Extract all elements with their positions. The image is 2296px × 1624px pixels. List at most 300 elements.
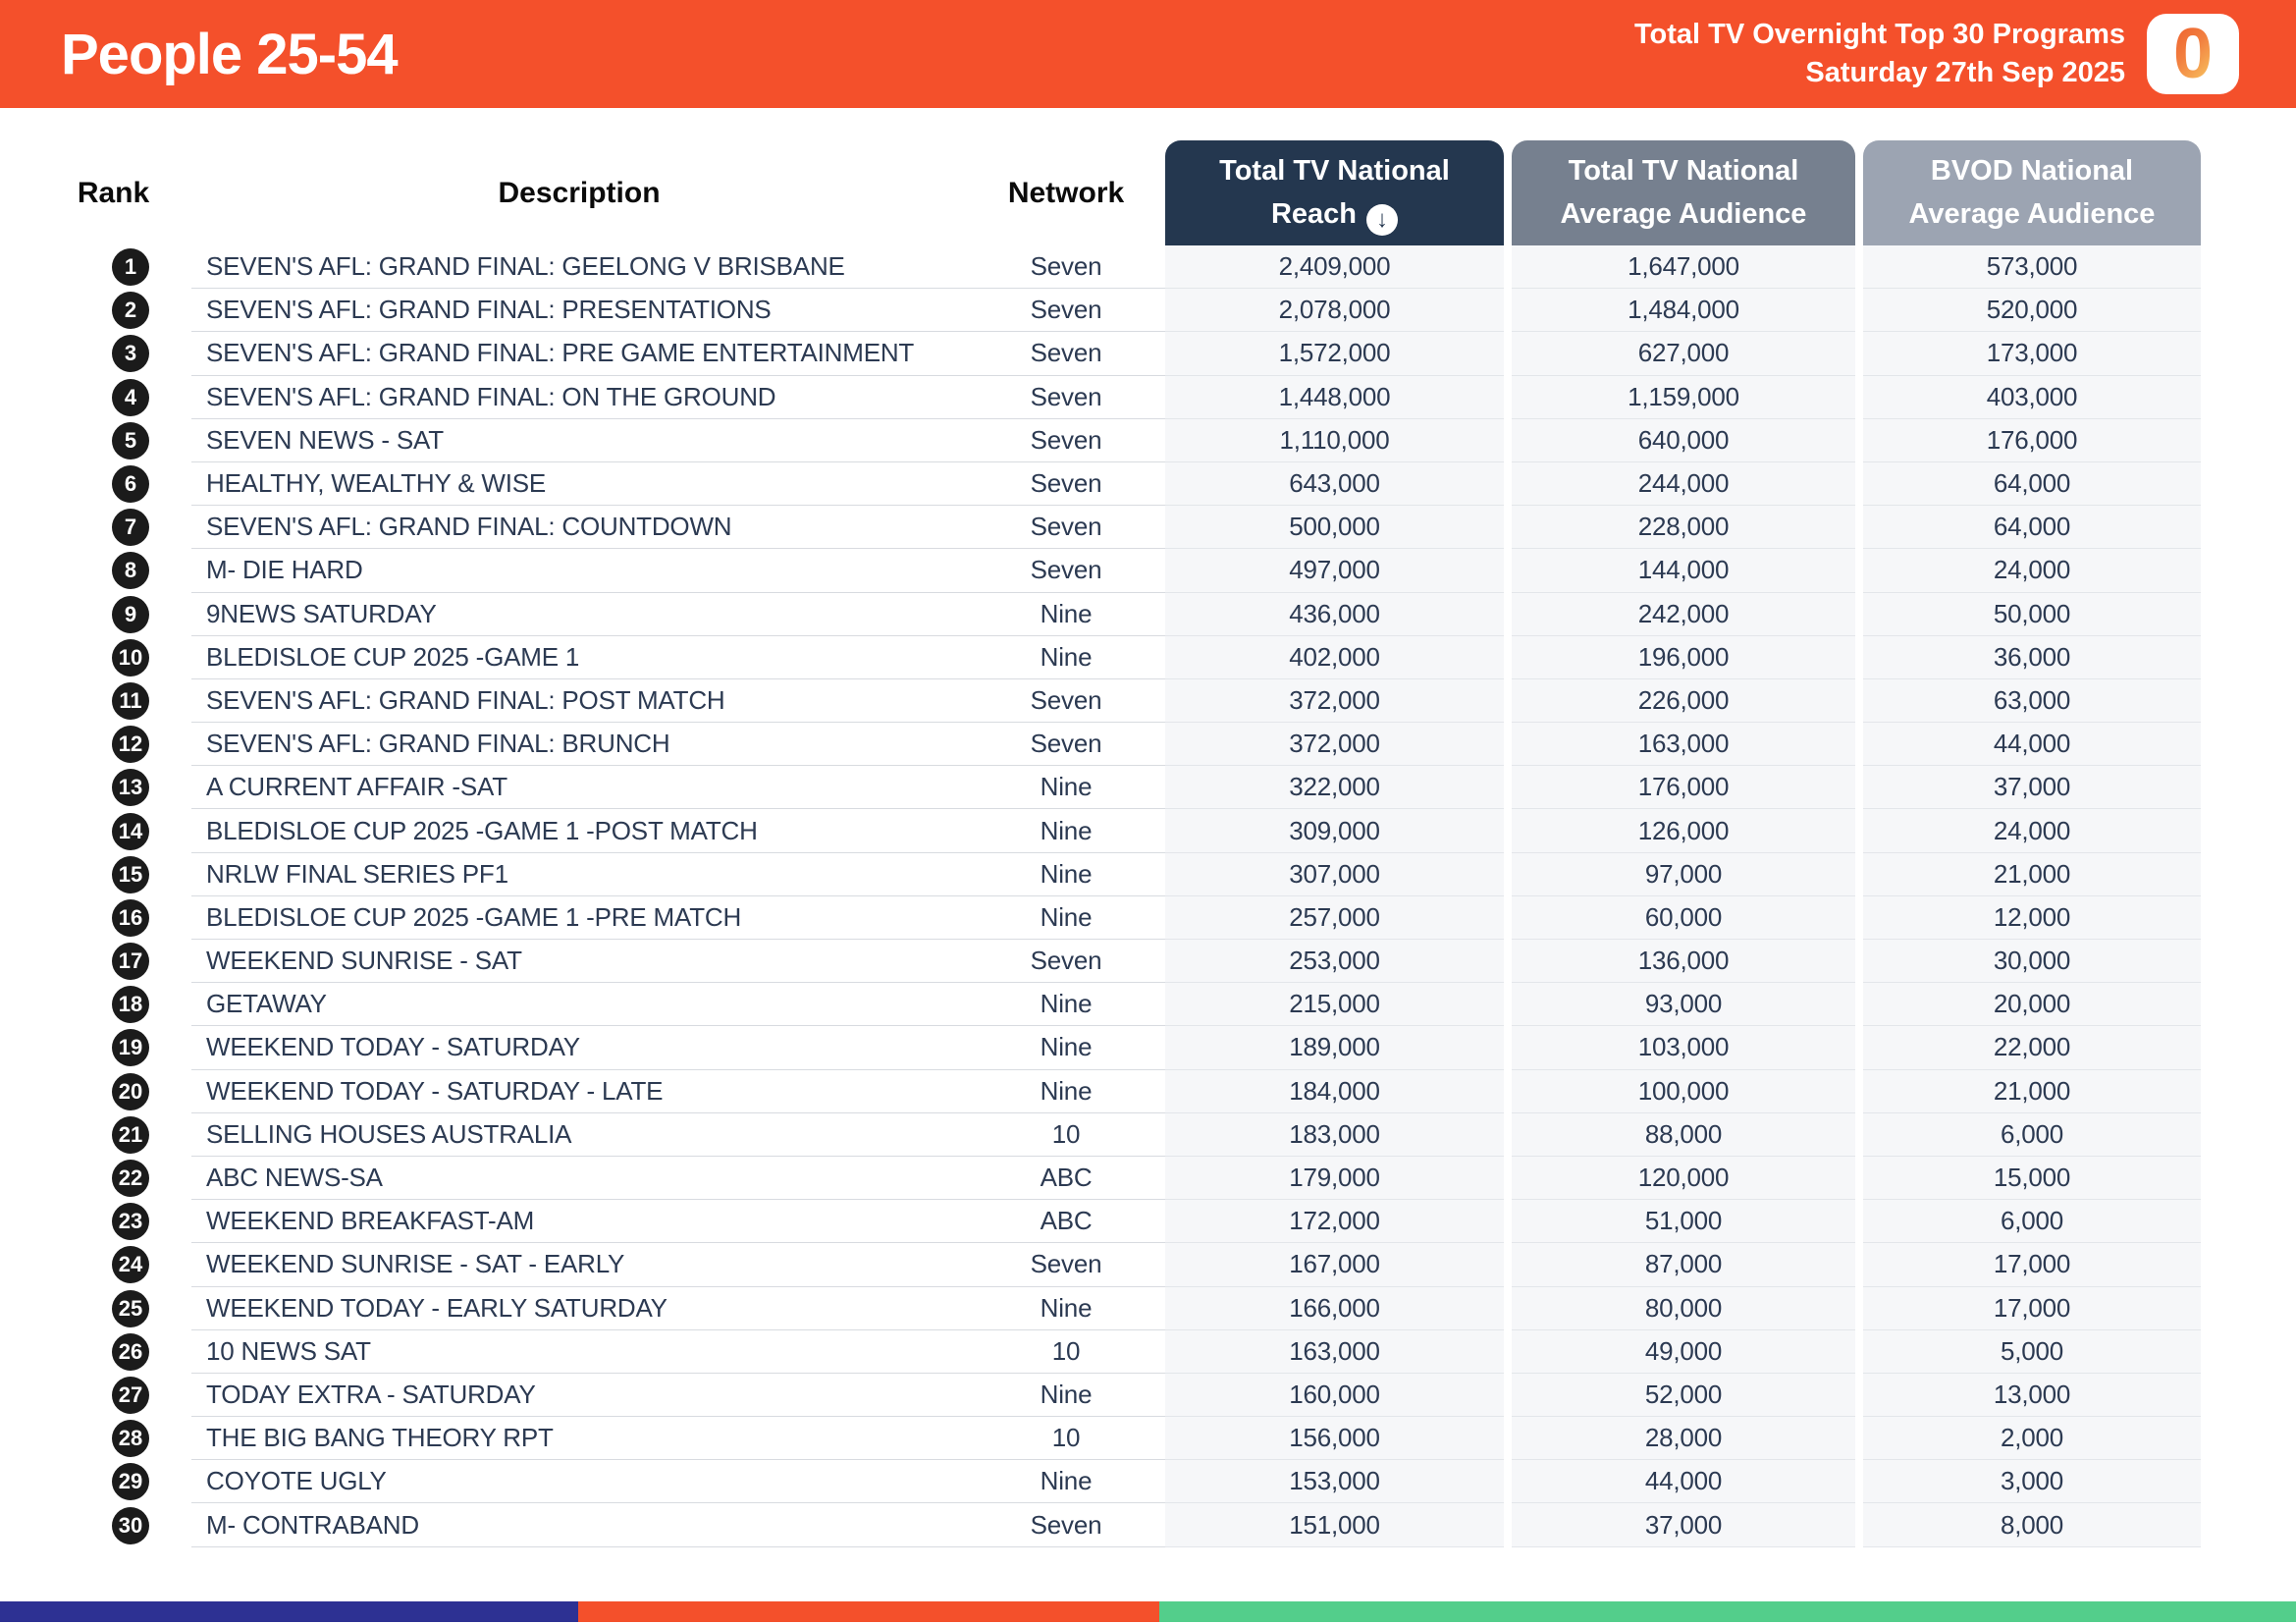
- program-network: Nine: [967, 1287, 1165, 1330]
- column-gap: [1855, 549, 1863, 592]
- program-description: SEVEN'S AFL: GRAND FINAL: GEELONG V BRISBANE: [191, 245, 967, 289]
- program-network: Seven: [967, 940, 1165, 983]
- program-description: NRLW FINAL SERIES PF1: [191, 853, 967, 896]
- total-tv-average-value: 51,000: [1512, 1200, 1855, 1243]
- rank-badge: [112, 1203, 149, 1240]
- rank-cell: [0, 1157, 191, 1200]
- rank-number: 27: [118, 1381, 143, 1407]
- rank-badge: [112, 596, 149, 633]
- total-tv-average-value: 126,000: [1512, 809, 1855, 852]
- bvod-average-value: 573,000: [1863, 245, 2201, 289]
- column-gap: [1855, 1243, 1863, 1286]
- total-tv-average-value: 87,000: [1512, 1243, 1855, 1286]
- rank-badge: [112, 1160, 149, 1197]
- total-tv-reach-value: 167,000: [1165, 1243, 1504, 1286]
- bvod-average-value: 20,000: [1863, 983, 2201, 1026]
- report-subtitle: [1634, 16, 2125, 92]
- column-gap: [1855, 1113, 1863, 1157]
- column-gap: [1855, 853, 1863, 896]
- program-network: Nine: [967, 766, 1165, 809]
- column-gap: [1855, 506, 1863, 549]
- rank-badge: [112, 379, 149, 416]
- column-header-description: Description: [498, 176, 661, 209]
- program-network: Seven: [967, 679, 1165, 723]
- program-description: SELLING HOUSES AUSTRALIA: [191, 1113, 967, 1157]
- column-gap: [1855, 636, 1863, 679]
- rank-cell: [0, 1417, 191, 1460]
- program-description: WEEKEND TODAY - SATURDAY: [191, 1026, 967, 1069]
- bvod-average-value: 30,000: [1863, 940, 2201, 983]
- total-tv-average-value: 228,000: [1512, 506, 1855, 549]
- column-gap: [1504, 1243, 1512, 1286]
- program-description: BLEDISLOE CUP 2025 -GAME 1: [191, 636, 967, 679]
- rank-number: 1: [124, 254, 137, 280]
- total-tv-average-value: 226,000: [1512, 679, 1855, 723]
- table-row: [0, 1070, 2296, 1113]
- table-row: [0, 289, 2296, 332]
- column-gap: [1504, 1417, 1512, 1460]
- footer-segment-green: [1159, 1601, 2296, 1622]
- bvod-average-value: 44,000: [1863, 723, 2201, 766]
- rank-cell: [0, 940, 191, 983]
- table-row: [0, 1287, 2296, 1330]
- table-header: [0, 140, 2296, 245]
- total-tv-average-value: 100,000: [1512, 1070, 1855, 1113]
- program-description: SEVEN'S AFL: GRAND FINAL: POST MATCH: [191, 679, 967, 723]
- rank-number: 30: [118, 1512, 143, 1538]
- total-tv-reach-value: 309,000: [1165, 809, 1504, 852]
- rank-badge: [112, 509, 149, 546]
- report-subtitle-line2: Saturday 27th Sep 2025: [1805, 57, 2125, 88]
- rank-number: 25: [118, 1295, 143, 1321]
- bvod-average-value: 2,000: [1863, 1417, 2201, 1460]
- program-description: SEVEN NEWS - SAT: [191, 419, 967, 462]
- rank-badge: [112, 1507, 149, 1544]
- rank-badge: [112, 986, 149, 1023]
- table-row: [0, 376, 2296, 419]
- column-gap: [1855, 462, 1863, 506]
- total-tv-reach-value: 2,078,000: [1165, 289, 1504, 332]
- program-network: Seven: [967, 1503, 1165, 1546]
- program-description: SEVEN'S AFL: GRAND FINAL: PRE GAME ENTERTAINMENT: [191, 332, 967, 375]
- table-row: [0, 896, 2296, 940]
- rank-badge: [112, 639, 149, 677]
- table-row: [0, 1417, 2296, 1460]
- rank-number: 18: [118, 992, 143, 1017]
- program-network: 10: [967, 1113, 1165, 1157]
- total-tv-average-value: 196,000: [1512, 636, 1855, 679]
- program-network: Seven: [967, 1243, 1165, 1286]
- rank-number: 5: [124, 427, 137, 453]
- total-tv-average-value: 244,000: [1512, 462, 1855, 506]
- bvod-average-value: 64,000: [1863, 506, 2201, 549]
- rank-cell: [0, 376, 191, 419]
- rank-cell: [0, 636, 191, 679]
- column-gap: [1504, 332, 1512, 375]
- rank-number: 19: [118, 1035, 143, 1060]
- rank-badge: [112, 335, 149, 372]
- total-tv-reach-value: 215,000: [1165, 983, 1504, 1026]
- rank-badge: [112, 1420, 149, 1457]
- total-tv-reach-value: 163,000: [1165, 1330, 1504, 1374]
- rank-cell: [0, 679, 191, 723]
- program-network: Seven: [967, 419, 1165, 462]
- bvod-average-value: 12,000: [1863, 896, 2201, 940]
- rank-badge: [112, 943, 149, 980]
- rank-cell: [0, 1330, 191, 1374]
- column-gap: [1855, 1157, 1863, 1200]
- total-tv-average-value: 44,000: [1512, 1460, 1855, 1503]
- table-row: [0, 1200, 2296, 1243]
- rank-badge: [112, 1116, 149, 1154]
- rank-number: 6: [124, 471, 137, 497]
- rank-number: 23: [118, 1209, 143, 1234]
- total-tv-average-value: 144,000: [1512, 549, 1855, 592]
- bvod-average-value: 21,000: [1863, 853, 2201, 896]
- bvod-header-line1: BVOD National: [1930, 155, 2134, 187]
- header-gap: [1504, 140, 1512, 245]
- rank-cell: [0, 1460, 191, 1503]
- total-tv-reach-value: 151,000: [1165, 1503, 1504, 1546]
- column-gap: [1504, 679, 1512, 723]
- footer-bar: [0, 1601, 2296, 1622]
- column-gap: [1504, 1287, 1512, 1330]
- column-gap: [1504, 1026, 1512, 1069]
- column-gap: [1855, 376, 1863, 419]
- total-tv-average-value: 28,000: [1512, 1417, 1855, 1460]
- table-row: [0, 1330, 2296, 1374]
- table-row: [0, 332, 2296, 375]
- table-row: [0, 766, 2296, 809]
- rank-cell: [0, 853, 191, 896]
- program-description: HEALTHY, WEALTHY & WISE: [191, 462, 967, 506]
- table-row: [0, 940, 2296, 983]
- rank-number: 4: [124, 384, 137, 409]
- rank-badge: [112, 1290, 149, 1327]
- rank-cell: [0, 549, 191, 592]
- bvod-average-value: 520,000: [1863, 289, 2201, 332]
- table-row: [0, 723, 2296, 766]
- total-tv-reach-value: 172,000: [1165, 1200, 1504, 1243]
- column-gap: [1504, 983, 1512, 1026]
- rank-cell: [0, 289, 191, 332]
- table-row: [0, 809, 2296, 852]
- column-gap: [1855, 896, 1863, 940]
- total-tv-average-value: 640,000: [1512, 419, 1855, 462]
- column-gap: [1855, 679, 1863, 723]
- column-gap: [1504, 766, 1512, 809]
- total-tv-average-value: 52,000: [1512, 1374, 1855, 1417]
- program-description: BLEDISLOE CUP 2025 -GAME 1 -POST MATCH: [191, 809, 967, 852]
- program-network: ABC: [967, 1157, 1165, 1200]
- rank-number: 29: [118, 1469, 143, 1494]
- program-description: WEEKEND BREAKFAST-AM: [191, 1200, 967, 1243]
- rank-cell: [0, 245, 191, 289]
- program-description: TODAY EXTRA - SATURDAY: [191, 1374, 967, 1417]
- program-description: ABC NEWS-SA: [191, 1157, 967, 1200]
- program-network: Nine: [967, 593, 1165, 636]
- footer-segment-orange: [578, 1601, 1159, 1622]
- total-tv-average-value: 93,000: [1512, 983, 1855, 1026]
- program-network: Nine: [967, 1026, 1165, 1069]
- program-description: SEVEN'S AFL: GRAND FINAL: BRUNCH: [191, 723, 967, 766]
- bvod-average-value: 6,000: [1863, 1113, 2201, 1157]
- column-header-total-tv-average[interactable]: [1512, 140, 1855, 245]
- rank-cell: [0, 1113, 191, 1157]
- bvod-average-value: 22,000: [1863, 1026, 2201, 1069]
- rank-cell: [0, 766, 191, 809]
- total-tv-average-value: 176,000: [1512, 766, 1855, 809]
- column-gap: [1855, 766, 1863, 809]
- avg-header-line2: Average Audience: [1560, 197, 1807, 230]
- total-tv-average-value: 627,000: [1512, 332, 1855, 375]
- total-tv-average-value: 97,000: [1512, 853, 1855, 896]
- total-tv-reach-value: 160,000: [1165, 1374, 1504, 1417]
- reach-header-line2: Reach ↓: [1271, 193, 1398, 237]
- rank-number: 10: [118, 644, 143, 670]
- column-gap: [1855, 1330, 1863, 1374]
- rank-badge: [112, 422, 149, 460]
- total-tv-average-value: 136,000: [1512, 940, 1855, 983]
- total-tv-reach-value: 500,000: [1165, 506, 1504, 549]
- bvod-average-value: 176,000: [1863, 419, 2201, 462]
- column-gap: [1855, 809, 1863, 852]
- rank-badge: [112, 552, 149, 589]
- total-tv-average-value: 37,000: [1512, 1503, 1855, 1546]
- column-gap: [1855, 419, 1863, 462]
- total-tv-average-value: 242,000: [1512, 593, 1855, 636]
- column-gap: [1504, 1460, 1512, 1503]
- table-row: [0, 1026, 2296, 1069]
- bvod-average-value: 24,000: [1863, 809, 2201, 852]
- program-description: WEEKEND SUNRISE - SAT: [191, 940, 967, 983]
- program-network: Seven: [967, 289, 1165, 332]
- column-header-rank: Rank: [77, 176, 150, 209]
- column-header-network: Network: [1007, 176, 1125, 209]
- rank-cell: [0, 1026, 191, 1069]
- column-gap: [1855, 593, 1863, 636]
- program-network: Nine: [967, 636, 1165, 679]
- program-description: SEVEN'S AFL: GRAND FINAL: PRESENTATIONS: [191, 289, 967, 332]
- total-tv-average-value: 60,000: [1512, 896, 1855, 940]
- column-gap: [1504, 376, 1512, 419]
- rank-cell: [0, 332, 191, 375]
- rank-number: 21: [118, 1121, 143, 1147]
- column-gap: [1504, 896, 1512, 940]
- program-network: Seven: [967, 462, 1165, 506]
- page-title: People 25-54: [61, 22, 398, 86]
- total-tv-average-value: 103,000: [1512, 1026, 1855, 1069]
- bvod-average-value: 6,000: [1863, 1200, 2201, 1243]
- table-row: [0, 506, 2296, 549]
- program-network: Seven: [967, 376, 1165, 419]
- rank-number: 7: [124, 514, 137, 540]
- rank-number: 22: [118, 1165, 143, 1191]
- program-network: Seven: [967, 549, 1165, 592]
- column-gap: [1504, 506, 1512, 549]
- bvod-average-value: 50,000: [1863, 593, 2201, 636]
- program-description: WEEKEND TODAY - SATURDAY - LATE: [191, 1070, 967, 1113]
- program-network: Nine: [967, 853, 1165, 896]
- total-tv-reach-value: 307,000: [1165, 853, 1504, 896]
- rank-number: 2: [124, 298, 137, 323]
- program-network: Nine: [967, 1374, 1165, 1417]
- column-header-bvod-average[interactable]: [1863, 140, 2201, 245]
- table-row: [0, 983, 2296, 1026]
- oztam-logo: [2147, 14, 2239, 94]
- bvod-average-value: 24,000: [1863, 549, 2201, 592]
- rank-cell: [0, 809, 191, 852]
- column-gap: [1855, 940, 1863, 983]
- program-description: BLEDISLOE CUP 2025 -GAME 1 -PRE MATCH: [191, 896, 967, 940]
- program-description: COYOTE UGLY: [191, 1460, 967, 1503]
- table-row: [0, 679, 2296, 723]
- bvod-average-value: 17,000: [1863, 1287, 2201, 1330]
- rank-cell: [0, 723, 191, 766]
- column-gap: [1504, 593, 1512, 636]
- total-tv-reach-value: 189,000: [1165, 1026, 1504, 1069]
- program-network: Seven: [967, 332, 1165, 375]
- column-gap: [1855, 1460, 1863, 1503]
- column-gap: [1504, 636, 1512, 679]
- program-description: M- CONTRABAND: [191, 1503, 967, 1546]
- rank-badge: [112, 292, 149, 329]
- rank-badge: [112, 682, 149, 720]
- bvod-header-line2: Average Audience: [1908, 197, 2156, 230]
- rank-cell: [0, 1200, 191, 1243]
- total-tv-average-value: 163,000: [1512, 723, 1855, 766]
- rank-badge: [112, 1246, 149, 1283]
- bvod-average-value: 36,000: [1863, 636, 2201, 679]
- total-tv-average-value: 120,000: [1512, 1157, 1855, 1200]
- header-gap: [1855, 140, 1863, 245]
- rank-number: 20: [118, 1078, 143, 1104]
- rank-number: 17: [118, 948, 143, 974]
- total-tv-reach-value: 179,000: [1165, 1157, 1504, 1200]
- total-tv-reach-value: 2,409,000: [1165, 245, 1504, 289]
- bvod-average-value: 15,000: [1863, 1157, 2201, 1200]
- rank-number: 15: [118, 861, 143, 887]
- column-gap: [1504, 809, 1512, 852]
- column-gap: [1855, 1374, 1863, 1417]
- rank-cell: [0, 462, 191, 506]
- rank-badge: [112, 1377, 149, 1414]
- column-gap: [1855, 245, 1863, 289]
- rank-cell: [0, 896, 191, 940]
- rank-badge: [112, 899, 149, 937]
- rank-number: 3: [124, 341, 137, 366]
- rank-number: 9: [124, 601, 137, 626]
- total-tv-reach-value: 436,000: [1165, 593, 1504, 636]
- program-description: A CURRENT AFFAIR -SAT: [191, 766, 967, 809]
- column-gap: [1504, 1374, 1512, 1417]
- table-row: [0, 1460, 2296, 1503]
- sort-descending-icon[interactable]: ↓: [1366, 204, 1398, 236]
- column-gap: [1855, 1070, 1863, 1113]
- rank-number: 11: [119, 687, 142, 713]
- table-row: [0, 1113, 2296, 1157]
- total-tv-average-value: 1,484,000: [1512, 289, 1855, 332]
- oztam-logo-zero-glyph: 0: [2172, 15, 2214, 93]
- rank-cell: [0, 1503, 191, 1546]
- rank-cell: [0, 593, 191, 636]
- top-banner: [0, 0, 2296, 108]
- total-tv-reach-value: 372,000: [1165, 723, 1504, 766]
- total-tv-average-value: 88,000: [1512, 1113, 1855, 1157]
- bvod-average-value: 13,000: [1863, 1374, 2201, 1417]
- rank-cell: [0, 983, 191, 1026]
- total-tv-average-value: 80,000: [1512, 1287, 1855, 1330]
- bvod-average-value: 3,000: [1863, 1460, 2201, 1503]
- table-row: [0, 1503, 2296, 1546]
- column-header-total-tv-reach[interactable]: [1165, 140, 1504, 245]
- rank-number: 13: [118, 775, 143, 800]
- bvod-average-value: 64,000: [1863, 462, 2201, 506]
- program-network: ABC: [967, 1200, 1165, 1243]
- rank-cell: [0, 1070, 191, 1113]
- column-gap: [1855, 1287, 1863, 1330]
- column-gap: [1504, 1113, 1512, 1157]
- table-row: [0, 636, 2296, 679]
- bvod-average-value: 17,000: [1863, 1243, 2201, 1286]
- rank-badge: [112, 465, 149, 503]
- footer-segment-blue: [0, 1601, 578, 1622]
- bvod-average-value: 8,000: [1863, 1503, 2201, 1546]
- program-network: Seven: [967, 245, 1165, 289]
- program-description: THE BIG BANG THEORY RPT: [191, 1417, 967, 1460]
- program-network: Nine: [967, 1460, 1165, 1503]
- column-gap: [1855, 983, 1863, 1026]
- program-network: 10: [967, 1417, 1165, 1460]
- column-gap: [1504, 853, 1512, 896]
- column-gap: [1504, 419, 1512, 462]
- avg-header-line1: Total TV National: [1568, 155, 1799, 187]
- total-tv-reach-value: 402,000: [1165, 636, 1504, 679]
- column-gap: [1504, 723, 1512, 766]
- program-description: SEVEN'S AFL: GRAND FINAL: ON THE GROUND: [191, 376, 967, 419]
- program-network: Nine: [967, 983, 1165, 1026]
- rank-number: 16: [118, 904, 143, 930]
- column-gap: [1504, 1330, 1512, 1374]
- total-tv-reach-value: 153,000: [1165, 1460, 1504, 1503]
- program-network: 10: [967, 1330, 1165, 1374]
- total-tv-reach-value: 253,000: [1165, 940, 1504, 983]
- rank-badge: [112, 856, 149, 893]
- rank-number: 8: [124, 558, 137, 583]
- total-tv-reach-value: 156,000: [1165, 1417, 1504, 1460]
- rank-number: 14: [118, 818, 143, 843]
- bvod-average-value: 5,000: [1863, 1330, 2201, 1374]
- report-subtitle-line1: Total TV Overnight Top 30 Programs: [1633, 18, 2125, 50]
- rank-badge: [112, 813, 149, 850]
- column-gap: [1504, 289, 1512, 332]
- column-gap: [1855, 332, 1863, 375]
- column-gap: [1504, 940, 1512, 983]
- total-tv-reach-value: 166,000: [1165, 1287, 1504, 1330]
- total-tv-reach-value: 372,000: [1165, 679, 1504, 723]
- total-tv-average-value: 1,647,000: [1512, 245, 1855, 289]
- total-tv-average-value: 49,000: [1512, 1330, 1855, 1374]
- total-tv-average-value: 1,159,000: [1512, 376, 1855, 419]
- column-gap: [1855, 1200, 1863, 1243]
- table-row: [0, 1243, 2296, 1286]
- program-network: Seven: [967, 506, 1165, 549]
- rank-cell: [0, 1287, 191, 1330]
- bvod-average-value: 173,000: [1863, 332, 2201, 375]
- column-gap: [1504, 462, 1512, 506]
- rank-badge: [112, 726, 149, 763]
- table-row: [0, 462, 2296, 506]
